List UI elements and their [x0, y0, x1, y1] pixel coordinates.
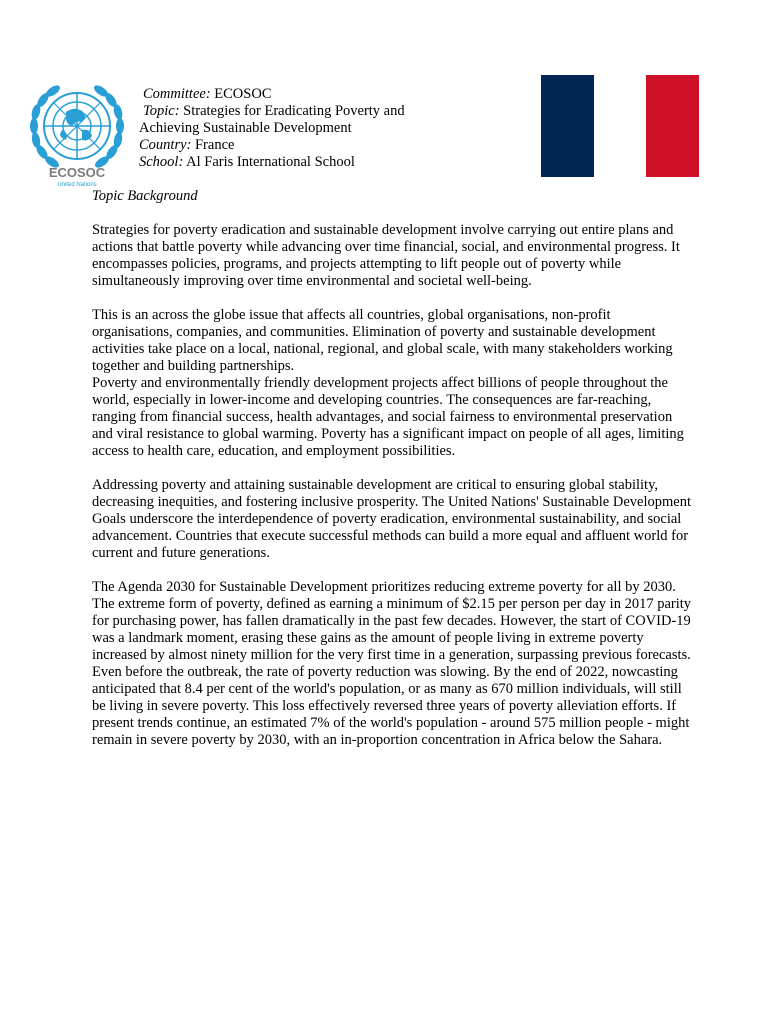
topic-value-line1: Strategies for Eradicating Poverty and [183, 103, 405, 119]
paragraph: Poverty and environmentally friendly development projects affect billions of people throughout the world, especially in lower-income and developing countries. The consequences are far-reaching, ranging from financial success, health advantages, and social fairness to environmental preservation and viral resistance to global warming. Poverty has a significant impact on people of all ages, limiting access to health care, education, and employment possibilities. [92, 375, 684, 459]
flag-stripe-white [594, 75, 647, 177]
topic-value-line2: Achieving Sustainable Development [139, 120, 352, 136]
committee-line [139, 86, 469, 103]
un-emblem-icon [22, 78, 132, 188]
paragraph: The Agenda 2030 for Sustainable Development prioritizes reducing extreme poverty for all by 2030. The extreme form of poverty, defined as earning a minimum of $2.15 per person per day in 2017 parity for purchasing power, has fallen dramatically in the past few decades. However, the start of COVID-19 was a landmark moment, erasing these gains as the amount of people living in extreme poverty increased by almost ninety million for the very first time in a generation, surpassing previous forecasts. Even before the outbreak, the rate of poverty reduction was slowing. By the end of 2022, nowcasting anticipated that 8.4 per cent of the world's population, or as many as 670 million individuals, will still be living in severe poverty. This loss effectively reversed three years of poverty alleviation efforts. If present trends continue, an estimated 7% of the world's population - around 575 million people - might remain in severe poverty by 2030, with an in-proportion concentration in Africa below the Sahara. [92, 579, 692, 748]
country-line [139, 137, 469, 154]
committee-label: Committee: [143, 86, 211, 102]
flag-stripe-red [646, 75, 699, 177]
committee-value: ECOSOC [214, 86, 272, 102]
school-value: Al Faris International School [186, 154, 355, 170]
topic-line [139, 103, 469, 120]
delegation-info [139, 86, 469, 171]
paragraph: This is an across the globe issue that affects all countries, global organisations, non-profit organisations, companies, and communities. Elimination of poverty and sustainable development activities take place on a local, national, regional, and global scale, with many stakeholders working together and building partnerships. [92, 307, 673, 374]
school-line [139, 154, 469, 171]
logo-subtitle: United Nations [57, 182, 97, 188]
paragraph: Strategies for poverty eradication and sustainable development involve carrying out entire plans and actions that battle poverty while advancing over time financial, social, and environmental progress. It encompasses policies, programs, and projects attempting to lift people out of poverty while simultaneously improving over time environmental and societal well-being. [92, 222, 680, 289]
topic-label: Topic: [143, 103, 180, 119]
document-body [92, 188, 692, 749]
school-label: School: [139, 154, 184, 170]
logo-wordmark: ECOSOC [48, 165, 106, 180]
flag-stripe-blue [541, 75, 594, 177]
section-title: Topic Background [92, 188, 198, 204]
france-flag [541, 75, 699, 177]
ecosoc-logo [22, 78, 132, 188]
topic-line-2 [139, 120, 469, 137]
paragraph: Addressing poverty and attaining sustainable development are critical to ensuring global stability, decreasing inequities, and fostering inclusive prosperity. The United Nations' Sustainable Development Goals underscore the interdependence of poverty eradication, environmental sustainability, and social advancement. Countries that execute successful methods can build a more equal and affluent world for current and future generations. [92, 477, 691, 561]
country-label: Country: [139, 137, 192, 153]
country-value: France [194, 137, 235, 153]
